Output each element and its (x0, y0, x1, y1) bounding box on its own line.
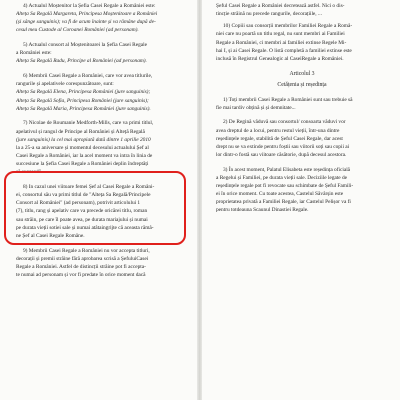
paragraph-line: rangurile și apelativele corespunzătoare, sunt: (16, 81, 114, 88)
paragraph-line: ne Șef al Casei Regale Române. (16, 232, 85, 239)
paragraph-line: decorații și premii străine fără aprobarea scrisă a ȘefuluiCasei (16, 255, 149, 262)
paragraph-line: a României este: (16, 50, 52, 57)
left-column (16, 2, 186, 286)
right-page (202, 0, 400, 400)
article3-paragraph-3 (216, 166, 388, 215)
paragraph-line: apelativul și rangul de Principe al României și Alteță Regală (16, 128, 145, 135)
paragraph-5 (16, 41, 186, 65)
paragraph-line: hai I, și ai Casei Regale. O listă completă a familiei extinse este (216, 47, 352, 54)
paragraph-line: 5) Actualul consort al Moștenitoarei la Șefia Casei Regale (23, 42, 147, 49)
paragraph-line: lor dintr-o fostă sau viitoare căsătorie, după decesul acestora. (216, 152, 347, 159)
paragraph-line: pentru totdeauna Scaunul Dinastiei Regale. (216, 207, 309, 214)
article-title: Articolul 3 (289, 70, 315, 77)
paragraph-6 (16, 72, 186, 113)
paragraph-line: sau străin, pe care îl poate avea, pe durata mariajului și numai (16, 216, 148, 223)
paragraph-line: Alteța Sa Regală Maria, Principesa României (jure sanguinis). (16, 105, 151, 112)
paragraph-8 (16, 183, 186, 240)
paragraph-line: 3) În acest moment, Palatul Elisabeta este reședința oficială (223, 166, 351, 173)
paragraph-line: Alteța Sa Regală Margareta, Principesa Moștenitoare a României (16, 11, 158, 18)
paragraph-line: 6) Membrii Casei Regale a României, care vor avea titlurile, (23, 73, 153, 80)
paragraph-line: Alteța Sa Regală Elena, Principesa României (jure sanguinis); (16, 89, 151, 96)
paragraph-line: reședințele regale pot fi revocate sau schimbate de Șeful Famili- (216, 183, 354, 189)
paragraph-line: Alteța Sa Regală Sofia, Principesa României (jure sanguinis); (16, 97, 149, 104)
paragraph-line: succesiune la Șefia Casei Regale a României deplin îndreptăți (16, 161, 149, 168)
paragraph-line: cesul meu Custode al Coroanei României (ad personam). (16, 27, 139, 34)
paragraph-9 (16, 247, 186, 280)
paragraph-line: 9) Membrii Casei Regale a României nu vor accepta titluri, (23, 247, 150, 254)
paragraph-line: pe durata vieții sotiei sale și numai atâtaingrijte că aceasta rămâ- (16, 224, 154, 231)
paragraph-line: tincție străină nu precede rangurile, decorațiile, ... (216, 11, 322, 18)
article3-paragraph-2 (216, 118, 388, 159)
paragraph-line: 8) In cazul unei viitoare femei Șef al Casei Regale a Români- (23, 183, 155, 190)
paragraph-line: ei, consortul său va primi titlul de "Alteța Sa Regală/Principele (16, 192, 151, 199)
paragraph-line: Regale a României. Astfel de distincții străine pot fi accepta- (16, 263, 146, 270)
paragraph-line: Casei Regale a României, iar la acel moment va intra în linia de (16, 153, 153, 159)
right-intro-paragraph (216, 2, 388, 18)
article-subtitle: Cetățenia și reședința (277, 81, 327, 88)
paragraph-line: să succeadă. (16, 169, 43, 176)
paragraph-line: avea dreptul de a locui, pentru restul vieții, într-una dintre (216, 127, 340, 134)
paragraph-line: 1) Toți membrii Casei Regale a României sunt sau trebuie să (223, 96, 353, 103)
article3-paragraph-1 (216, 96, 388, 112)
paragraph-line: te numai ad personam și vor fi predate în orice moment dacă (16, 272, 146, 279)
paragraph-line: Regale a României, ci membri ai familiei extinse Regele Mi- (216, 39, 347, 46)
paragraph-line: Șeful Casei Regale a României decretează astfel. Nici o dis- (216, 3, 345, 9)
paragraph-line: inclusă în Registrul Genealogic al CaseiRegale a României. (216, 55, 344, 62)
paragraph-10 (216, 22, 388, 63)
paragraph-line: Consort al României" (ad personam), potrivit articolului 1 (16, 200, 141, 207)
left-page (0, 0, 198, 400)
paragraph-line: (și sânge sanguinis); va fi de acum înainte și va rămâne după de- (16, 19, 156, 26)
paragraph-line: niei care nu poartă un titlu regal, nu sunt membri ai Familiei (216, 31, 345, 38)
paragraph-line: drept nu se va extinde pentru foștii sau viitorii soți sau copii ai (216, 143, 350, 150)
paragraph-line: 4) Actualul Moștenitor la Șefia Casei Regale a României este: (23, 3, 156, 9)
paragraph-line: proprietatea privată a Familiei Regale, iar Castelul Pelișor va fi (216, 199, 351, 206)
paragraph-line: (7), titlu, rang și apelativ care va precede oricărei titlu, roman (16, 208, 148, 215)
paragraph-line: 2) De Regină văduvă sau consortul/ consoarta văduvi vor (223, 119, 346, 126)
paragraph-7 (16, 119, 186, 176)
right-column (216, 2, 388, 221)
paragraph-line: Alteța Sa Regală Radu, Principe al României (ad personam). (16, 58, 147, 65)
paragraph-line: reședințele regale, stabilită de Șeful Casei Regale, dar acest (216, 135, 343, 142)
paragraph-line: 7) Nicolae de Roumanie Medforth-Mills, care va primi titlul, (23, 120, 154, 127)
paragraph-line: a Regelui și Familiei, pe durata vieții sale. Deciziile legate de (216, 174, 348, 181)
paragraph-line: 10) Copiii sau consorții membrilor Familiei Regale a Româ- (223, 23, 353, 30)
paragraph-line: ei în orice moment. Cu toate acestea, Castelul Săvârșin este (216, 191, 344, 198)
paragraph-4 (16, 2, 186, 35)
paragraph-line: fie mai tardiv obțină și și demnitate... (216, 104, 296, 111)
paragraph-line: la a 25-a sa aniversare și momentul decesului actualului Șef al (16, 144, 149, 151)
paragraph-line: (jure sanguinis) la cel mai apropiată dată dintre 1 aprilie 2010 (16, 136, 151, 143)
